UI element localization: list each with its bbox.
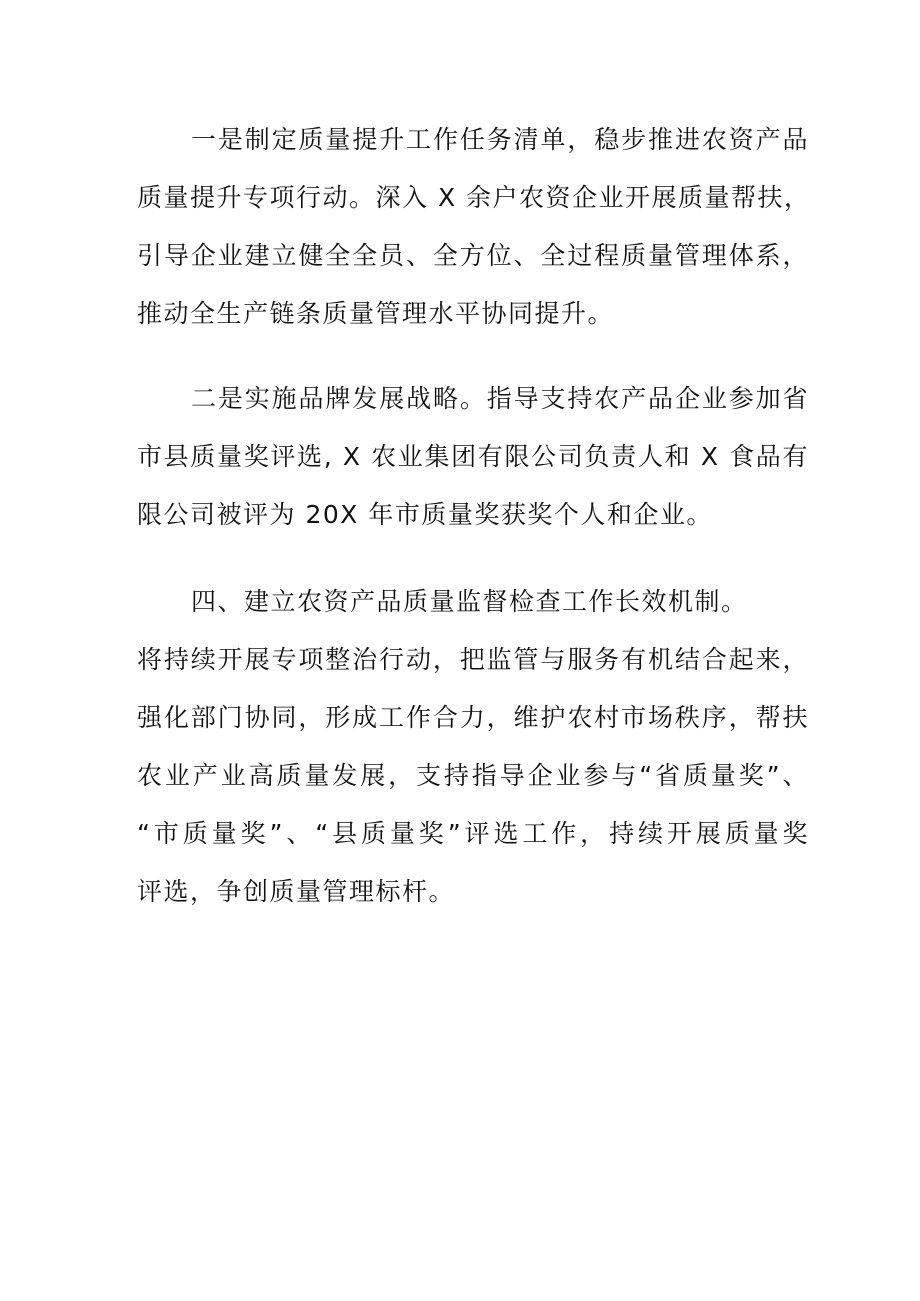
paragraph-quality-task-list: [137, 111, 809, 343]
paragraph-brand-strategy: [137, 370, 809, 544]
text-line: 引导企业建立健全全员、全方位、全过程质量管理体系，: [137, 241, 809, 270]
text-line: 农业产业高质量发展，支持指导企业参与“省质量奖”、: [137, 761, 809, 790]
text-line: 将持续开展专项整治行动，把监管与服务有机结合起来，: [137, 645, 809, 674]
section-heading: 四、建立农资产品质量监督检查工作长效机制。: [191, 587, 748, 616]
text-line: “市质量奖”、“县质量奖”评选工作，持续开展质量奖: [137, 819, 809, 848]
paragraph-supervision-mechanism: [137, 573, 809, 921]
text-line: 推动全生产链条质量管理水平协同提升。: [137, 299, 615, 328]
text-line: 市县质量奖评选, X 农业集团有限公司负责人和 X 食品有: [137, 442, 809, 471]
text-line: 限公司被评为 20X 年市质量奖获奖个人和企业。: [137, 500, 713, 529]
text-line: 二是实施品牌发展战略。指导支持农产品企业参加省: [191, 384, 809, 413]
text-line: 强化部门协同，形成工作合力，维护农村市场秩序，帮扶: [137, 703, 809, 732]
text-line: 评选，争创质量管理标杆。: [137, 877, 456, 906]
text-line: 质量提升专项行动。深入 X 余户农资企业开展质量帮扶，: [137, 183, 811, 212]
text-line: 一是制定质量提升工作任务清单，稳步推进农资产品: [191, 125, 809, 154]
